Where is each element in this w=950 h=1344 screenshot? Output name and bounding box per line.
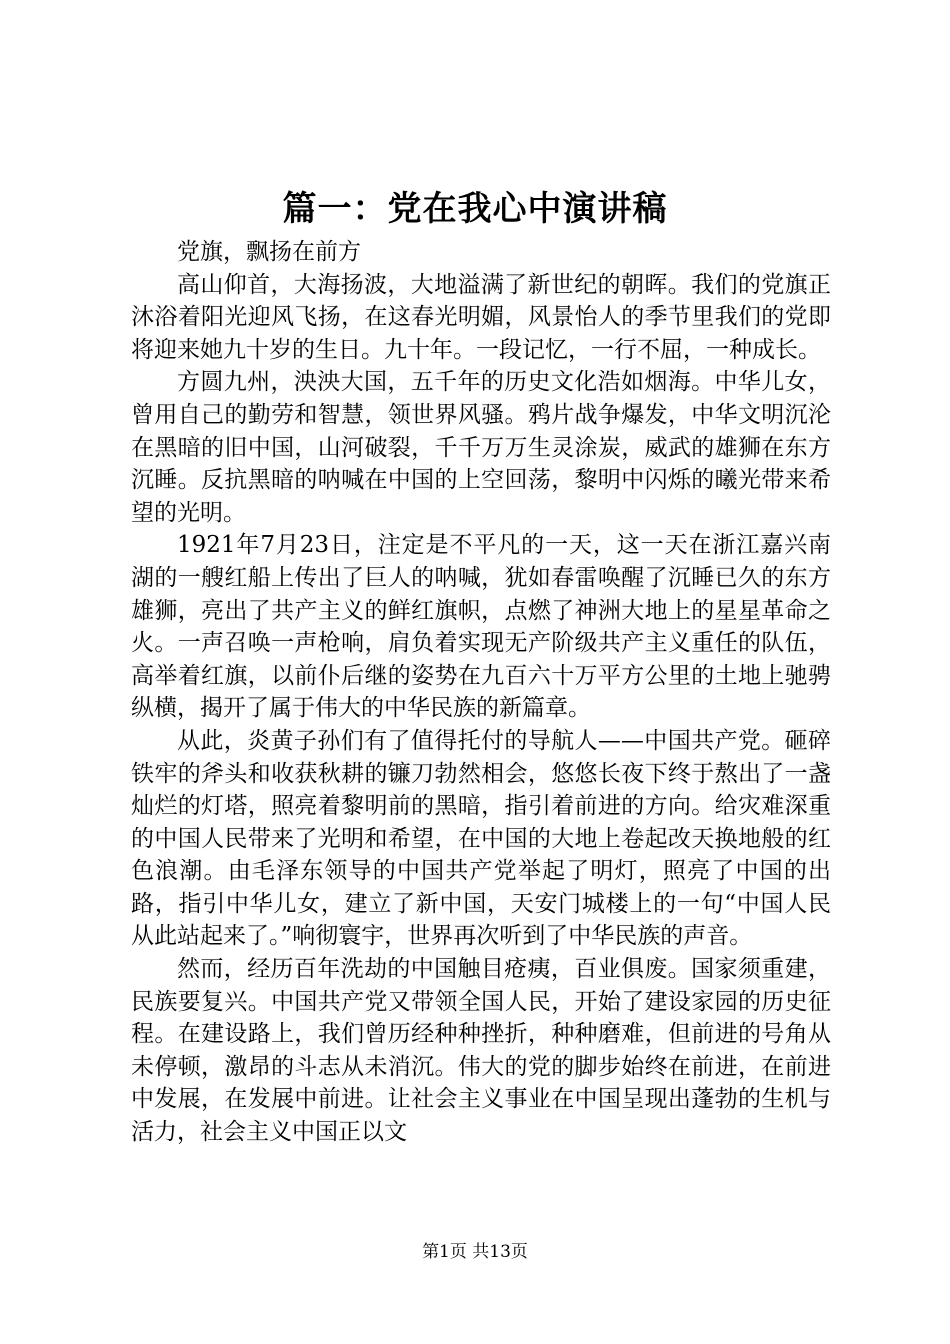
page-footer: 第1页 共13页 [422, 1242, 528, 1262]
document-body [131, 236, 831, 1149]
section-heading: 党旗，飘扬在前方 [177, 239, 361, 265]
paragraph: 1921年7月23日，注定是不平凡的一天，这一天在浙江嘉兴南湖的一艘红船上传出了巨人的呐喊，犹如春雷唤醒了沉睡已久的东方雄狮，亮出了共产主义的鲜红旗帜，点燃了神洲大地上的星星革命之火。一声召唤一声枪响，肩负着实现无产阶级共产主义重任的队伍，高举着红旗，以前仆后继的姿势在九百六十万平方公里的土地上驰骋纵横，揭开了属于伟大的中华民族的新篇章。 [131, 532, 831, 722]
paragraph: 从此，炎黄子孙们有了值得托付的导航人——中国共产党。砸碎铁牢的斧头和收获秋耕的镰刀勃然相会，悠悠长夜下终于熬出了一盏灿烂的灯塔，照亮着黎明前的黑暗，指引着前进的方向。给灾难深重的中国人民带来了光明和希望，在中国的大地上卷起改天换地般的红色浪潮。由毛泽东领导的中国共产党举起了明灯，照亮了中国的出路，指引中华儿女，建立了新中国，天安门城楼上的一句“中国人民从此站起来了。”响彻寰宇，世界再次听到了中华民族的声音。 [131, 727, 831, 950]
paragraph: 方圆九州，泱泱大国，五千年的历史文化浩如烟海。中华儿女，曾用自己的勤劳和智慧，领世界风骚。鸦片战争爆发，中华文明沉沦在黑暗的旧中国，山河破裂，千千万万生灵涂炭，威武的雄狮在东方沉睡。反抗黑暗的呐喊在中国的上空回荡，黎明中闪烁的曦光带来希望的光明。 [131, 369, 831, 526]
paragraph: 然而，经历百年洗劫的中国触目疮痍，百业俱废。国家须重建，民族要复兴。中国共产党又带领全国人民，开始了建设家园的历史征程。在建设路上，我们曾历经种种挫折，种种磨难，但前进的号角从未停顿，激昂的斗志从未消沉。伟大的党的脚步始终在前进，在前进中发展，在发展中前进。让社会主义事业在中国呈现出蓬勃的生机与活力，社会主义中国正以文 [131, 956, 831, 1146]
document-title: 篇一：党在我心中演讲稿 [282, 189, 668, 229]
paragraph: 高山仰首，大海扬波，大地溢满了新世纪的朝晖。我们的党旗正沐浴着阳光迎风飞扬，在这春光明媚，风景怡人的季节里我们的党即将迎来她九十岁的生日。九十年。一段记忆，一行不屈，一种成长。 [131, 271, 831, 363]
